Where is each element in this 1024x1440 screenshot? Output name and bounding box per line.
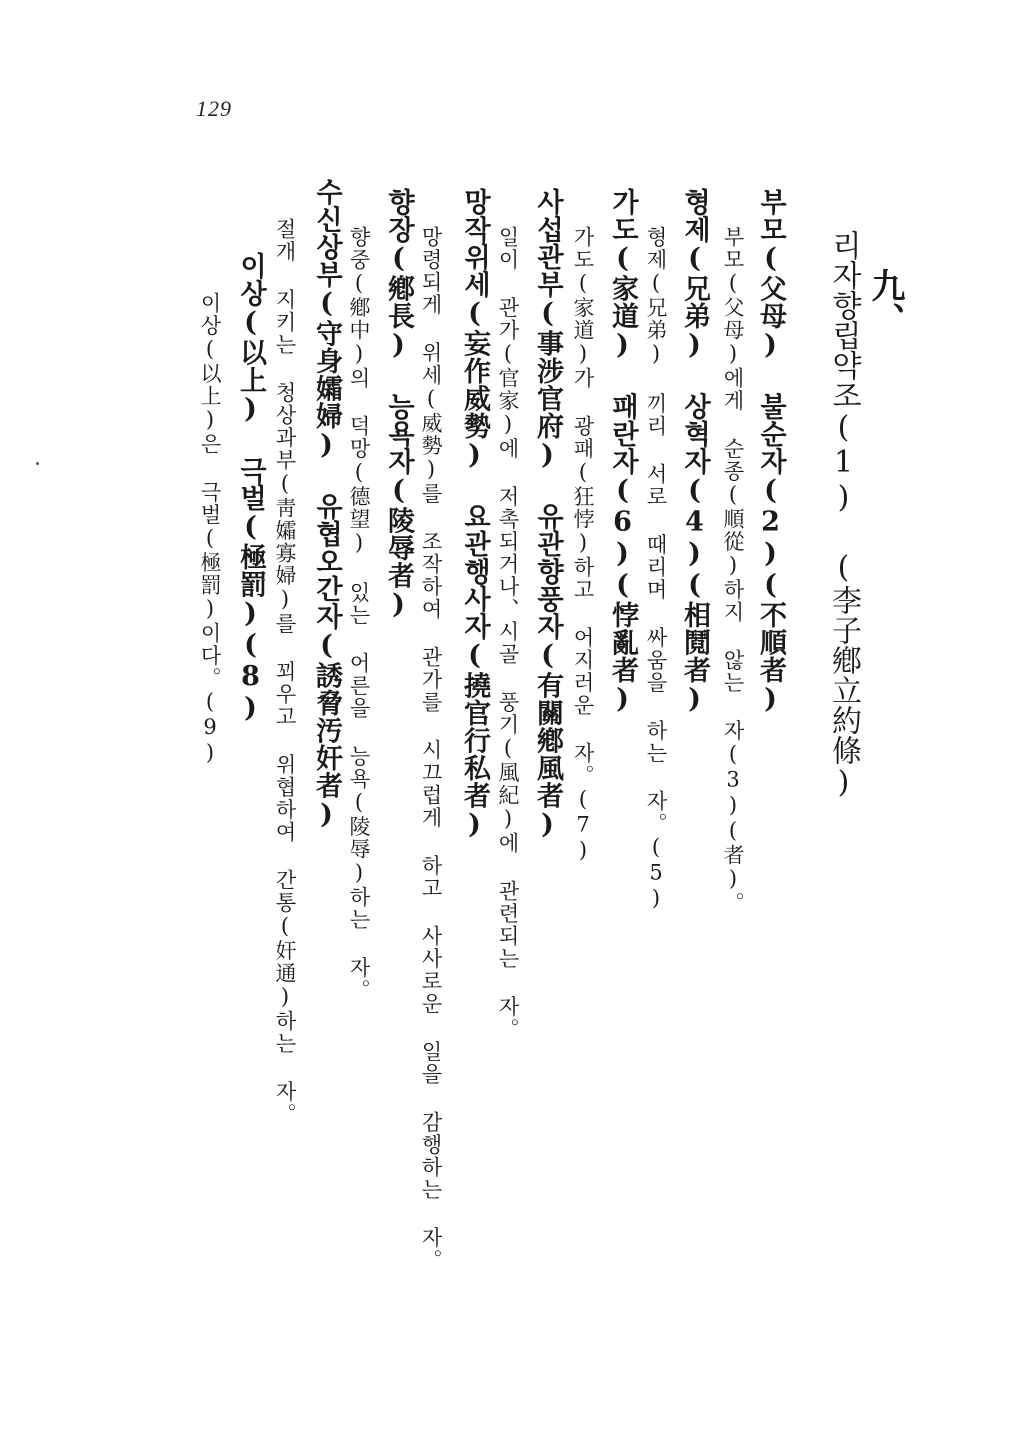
entry-body: 일이 관가(官家)에 저촉되거나、시골 풍기(風紀)에 관련되는 자。 <box>496 226 520 1041</box>
entry-body: 절개 지키는 청상과부(靑孀寡婦)를 꾀우고 위협하여 간통(奸通)하는 자。 <box>273 218 297 1126</box>
entry-heading: 사섭관부(事涉官府) 유관향풍자(有關鄕風者) <box>532 188 563 841</box>
entry-heading: 수신상부(守身孀婦) 유협오간자(誘脅汚奸者) <box>311 178 342 831</box>
scan-speck <box>36 462 39 465</box>
entry-heading: 부모(父母) 불순자(2)(不順者) <box>755 188 786 715</box>
entry-heading: 망작위세(妄作威勢) 요관행사자(撓官行私者) <box>459 188 490 841</box>
closing-body: 이상(以上)은 극벌(極罰)이다。(9) <box>198 292 222 766</box>
closing-heading: 이상(以上) 극벌(極罰)(8) <box>235 252 266 724</box>
entry-heading: 형제(兄弟) 상혁자(4)(相鬩者) <box>679 188 710 715</box>
entry-body: 부모(父母)에게 순종(順從)하지 않는 자(3)(者)。 <box>721 226 745 915</box>
entry-heading: 향장(鄕長) 능욕자(陵辱者) <box>383 188 414 621</box>
entry-heading: 가도(家道) 패란자(6)(悖亂者) <box>607 188 638 715</box>
entry-body: 향중(鄕中)의 덕망(德望) 있는 어른을 능욕(陵辱)하는 자。 <box>347 226 371 1002</box>
page-number: 129 <box>196 96 232 121</box>
entry-body: 가도(家道)가 광패(狂悖)하고 어지러운 자。(7) <box>571 226 595 864</box>
entry-body: 형제(兄弟) 끼리 서로 때리며 싸움을 하는 자。(5) <box>644 226 668 912</box>
section-title: 리자향립약조(1) (李子鄕立約條) <box>826 230 861 800</box>
chapter-mark: 九、 <box>865 268 905 336</box>
entry-body: 망령되게 위세(威勢)를 조작하여 관가를 시끄럽게 하고 사사로운 일을 감행하는 자。 <box>419 226 443 1272</box>
